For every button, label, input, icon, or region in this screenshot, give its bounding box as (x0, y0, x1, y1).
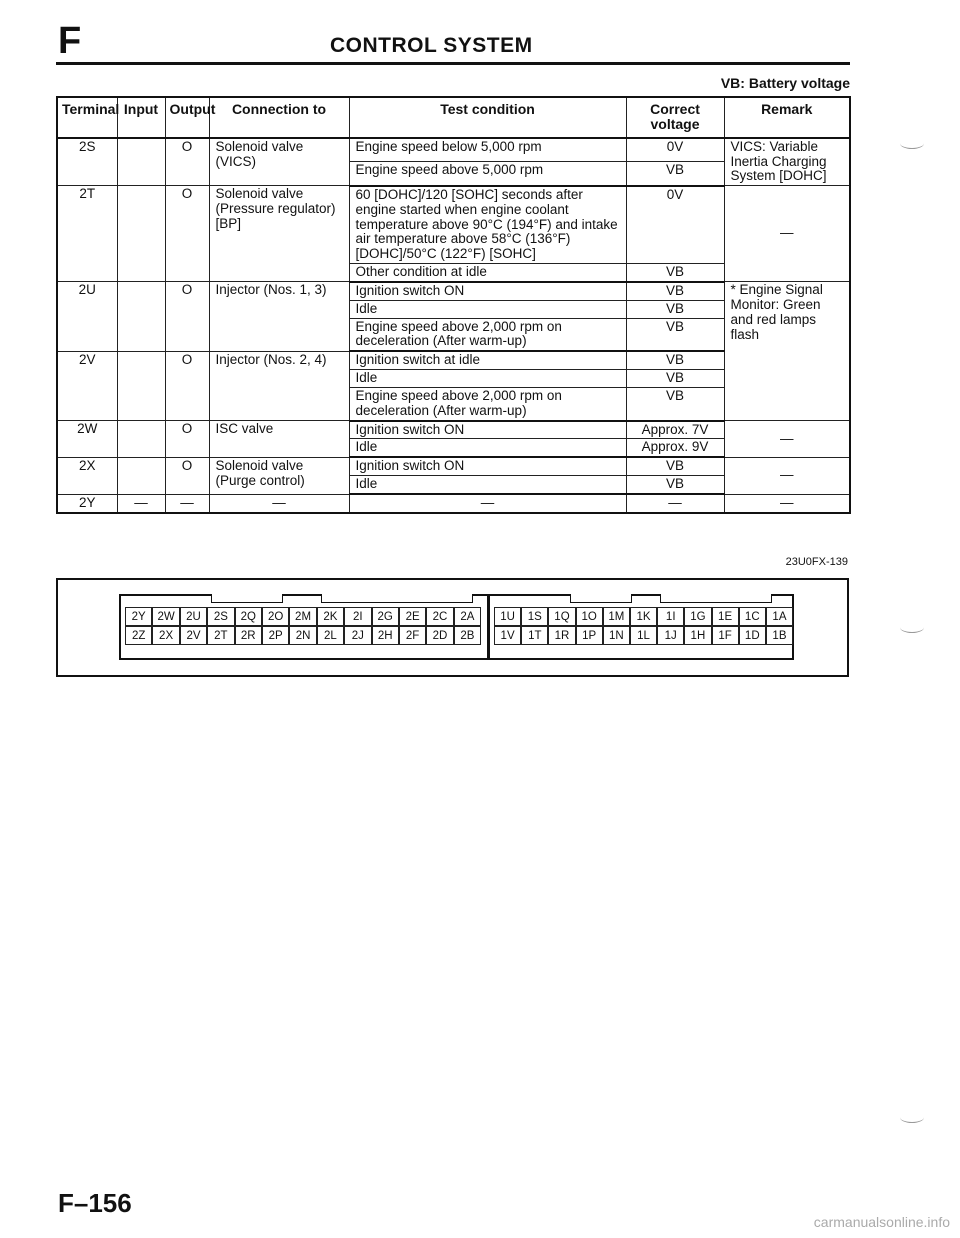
condition-cell: Other condition at idle (349, 264, 626, 282)
connector-key-notch (321, 594, 473, 603)
voltage-cell: VB (626, 370, 724, 388)
voltage-cell: Approx. 7V (626, 421, 724, 439)
output-cell: O (165, 186, 209, 282)
connector-pin: 1F (712, 626, 739, 645)
connector-pin: 2P (262, 626, 289, 645)
connector-pin: 2G (372, 607, 399, 626)
output-cell: O (165, 457, 209, 494)
connector-pin: 1J (657, 626, 684, 645)
connector-pin: 2J (344, 626, 371, 645)
connector-pin: 1C (739, 607, 766, 626)
connector-pin: 2D (426, 626, 453, 645)
terminal-cell: 2U (57, 282, 117, 351)
header-rule (56, 62, 850, 65)
input-cell (117, 186, 165, 282)
col-header-output: Output (165, 97, 209, 138)
table-row (57, 457, 850, 475)
connector-key-notch (211, 594, 283, 603)
condition-cell: Engine speed above 2,000 rpm on deceleration (After warm-up) (349, 318, 626, 351)
connector-1-block (488, 594, 794, 660)
col-header-remark: Remark (724, 97, 850, 138)
voltage-cell: VB (626, 351, 724, 369)
scan-margin-mark (900, 622, 924, 633)
voltage-cell: VB (626, 476, 724, 494)
output-cell: O (165, 351, 209, 420)
remark-cell: — (724, 457, 850, 494)
condition-cell: 60 [DOHC]/120 [SOHC] seconds after engine started when engine coolant temperature above 90°C (194°F) and intake air temperature above 58°C (136°F) [DOHC]/50°C (122°F) [SOHC] (349, 186, 626, 264)
connection-cell: Solenoid valve (Pressure regulator) [BP] (209, 186, 349, 282)
watermark: carmanualsonline.info (813, 1214, 950, 1230)
connector-pin: 2E (399, 607, 426, 626)
connector-pin: 1E (712, 607, 739, 626)
connector-pin: 2C (426, 607, 453, 626)
connector-pin: 2F (399, 626, 426, 645)
connector-pin: 1B (766, 626, 793, 645)
input-cell (117, 421, 165, 458)
section-letter: F (58, 20, 82, 62)
table-row (57, 421, 850, 439)
connector-pin: 2I (344, 607, 371, 626)
terminal-spec-table (56, 96, 851, 514)
connector-pin: 2U (180, 607, 207, 626)
connector-pin: 1O (576, 607, 603, 626)
table-row (57, 494, 850, 513)
connector-pin: 1H (684, 626, 711, 645)
connector-pin: 2Y (125, 607, 152, 626)
input-cell: — (117, 494, 165, 513)
connector-pin: 2Z (125, 626, 152, 645)
terminal-cell: 2X (57, 457, 117, 494)
connector-pin: 1L (630, 626, 657, 645)
terminal-cell: 2T (57, 186, 117, 282)
terminal-cell: 2S (57, 138, 117, 186)
condition-cell: — (349, 494, 626, 513)
remark-cell: VICS: Variable Inertia Charging System [DOHC] (724, 138, 850, 186)
connector-pin: 1M (603, 607, 630, 626)
connector-pin: 2H (372, 626, 399, 645)
voltage-cell: 0V (626, 138, 724, 162)
table-header-row (57, 97, 850, 138)
input-cell (117, 282, 165, 351)
voltage-cell: VB (626, 162, 724, 186)
connector-pin: 2N (289, 626, 316, 645)
table-row (57, 282, 850, 300)
connector-key-notch (570, 594, 632, 603)
terminal-cell: 2V (57, 351, 117, 420)
condition-cell: Idle (349, 370, 626, 388)
connector-pin: 2R (235, 626, 262, 645)
output-cell: O (165, 138, 209, 186)
connector-2-block (119, 594, 489, 660)
remark-cell: * Engine Signal Monitor: Green and red lamps flash (724, 282, 850, 421)
connector-pin: 2S (207, 607, 234, 626)
remark-cell: — (724, 421, 850, 458)
connector-2-pins (125, 607, 481, 645)
connector-pin: 2B (454, 626, 481, 645)
table-row (57, 138, 850, 162)
voltage-cell: 0V (626, 186, 724, 264)
connector-pin: 1R (548, 626, 575, 645)
terminal-cell: 2W (57, 421, 117, 458)
connector-pin: 2O (262, 607, 289, 626)
terminal-cell: 2Y (57, 494, 117, 513)
figure-code: 23U0FX-139 (785, 556, 848, 568)
connection-cell: Injector (Nos. 1, 3) (209, 282, 349, 351)
connector-pin: 1P (576, 626, 603, 645)
output-cell: O (165, 282, 209, 351)
output-cell: O (165, 421, 209, 458)
voltage-cell: VB (626, 318, 724, 351)
voltage-cell: VB (626, 457, 724, 475)
voltage-cell: Approx. 9V (626, 439, 724, 457)
connection-cell: Solenoid valve (Purge control) (209, 457, 349, 494)
connector-pin: 2T (207, 626, 234, 645)
connection-cell: Injector (Nos. 2, 4) (209, 351, 349, 420)
connector-pin: 2X (152, 626, 179, 645)
connector-diagram (56, 578, 849, 677)
condition-cell: Engine speed above 2,000 rpm on deceleration (After warm-up) (349, 387, 626, 420)
col-header-correct-voltage: Correct voltage (626, 97, 724, 138)
table-row (57, 186, 850, 264)
connector-pin: 1I (657, 607, 684, 626)
connector-pin: 1S (521, 607, 548, 626)
voltage-cell: — (626, 494, 724, 513)
connector-pin: 1Q (548, 607, 575, 626)
connector-pin: 1D (739, 626, 766, 645)
connection-cell: ISC valve (209, 421, 349, 458)
connector-pin: 2V (180, 626, 207, 645)
voltage-cell: VB (626, 300, 724, 318)
connection-cell: — (209, 494, 349, 513)
page-number: F–156 (58, 1188, 132, 1218)
condition-cell: Idle (349, 300, 626, 318)
remark-cell: — (724, 186, 850, 282)
condition-cell: Ignition switch ON (349, 282, 626, 300)
scan-margin-mark (900, 1112, 924, 1123)
scan-margin-mark (900, 138, 924, 149)
voltage-cell: VB (626, 282, 724, 300)
page-title: CONTROL SYSTEM (330, 34, 533, 57)
condition-cell: Ignition switch at idle (349, 351, 626, 369)
connector-pin: 2W (152, 607, 179, 626)
condition-cell: Ignition switch ON (349, 457, 626, 475)
input-cell (117, 351, 165, 420)
battery-voltage-note: VB: Battery voltage (720, 75, 850, 91)
col-header-terminal: Terminal (57, 97, 117, 138)
connector-pin: 2K (317, 607, 344, 626)
col-header-input: Input (117, 97, 165, 138)
voltage-cell: VB (626, 264, 724, 282)
col-header-connection: Connection to (209, 97, 349, 138)
connector-key-notch (660, 594, 772, 603)
col-header-test-condition: Test condition (349, 97, 626, 138)
input-cell (117, 138, 165, 186)
connector-pin: 1K (630, 607, 657, 626)
condition-cell: Ignition switch ON (349, 421, 626, 439)
connector-pin: 2L (317, 626, 344, 645)
connector-pin: 2A (454, 607, 481, 626)
connector-pin: 1A (766, 607, 793, 626)
connector-pin: 1G (684, 607, 711, 626)
output-cell: — (165, 494, 209, 513)
connector-pin: 1U (494, 607, 521, 626)
connector-1-pins (494, 607, 793, 645)
connector-pin: 1N (603, 626, 630, 645)
connector-pin: 1V (494, 626, 521, 645)
remark-cell: — (724, 494, 850, 513)
voltage-cell: VB (626, 387, 724, 420)
connector-pin: 2M (289, 607, 316, 626)
connector-pin: 2Q (235, 607, 262, 626)
connection-cell: Solenoid valve (VICS) (209, 138, 349, 186)
condition-cell: Idle (349, 476, 626, 494)
input-cell (117, 457, 165, 494)
condition-cell: Engine speed below 5,000 rpm (349, 138, 626, 162)
condition-cell: Engine speed above 5,000 rpm (349, 162, 626, 186)
condition-cell: Idle (349, 439, 626, 457)
connector-pin: 1T (521, 626, 548, 645)
